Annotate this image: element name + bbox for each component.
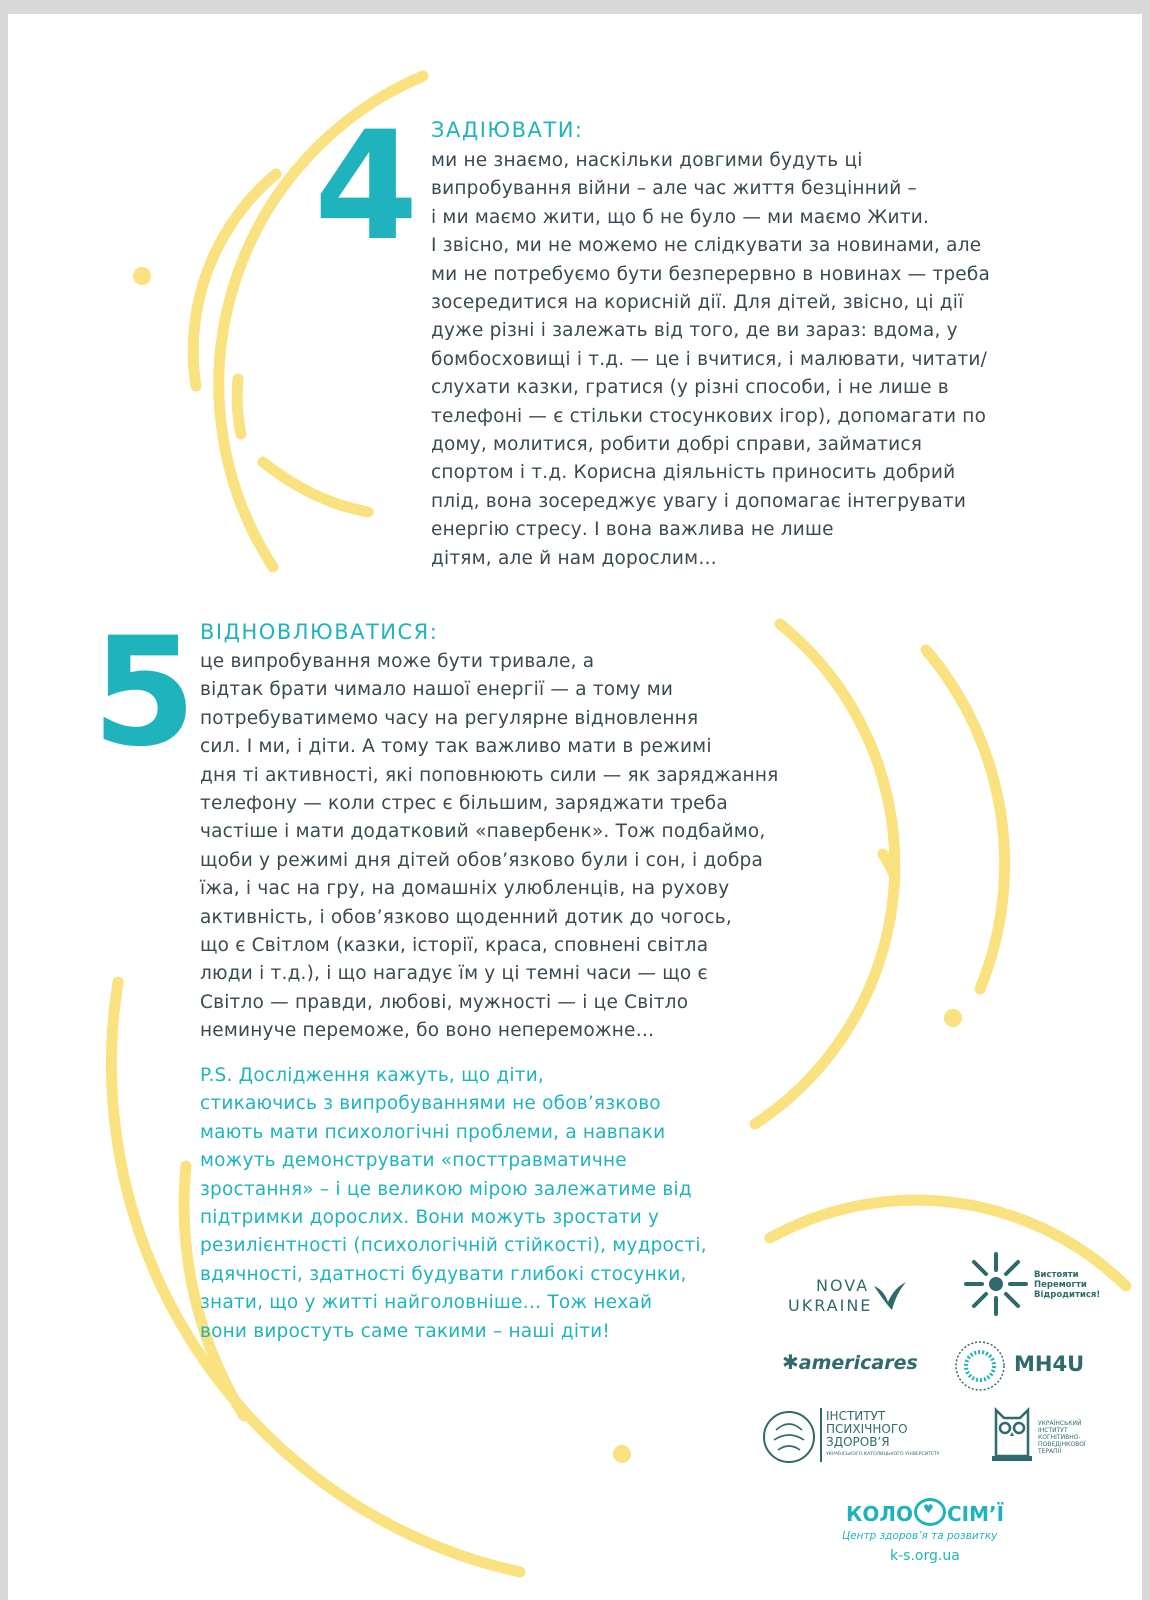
section-4-text: ми не знаємо, наскільки довгими будуть ці випробування війни – але час життя безцінний – і ми маємо жити, що б не було — ми маємо Жити. І звісно, ми не можемо не слідкувати за новинами, але ми не потребуємо бути безперервно в новинах — треба зосередитися на корисній дії. Для дітей, звісно, ці дії дуже різні і залежать від того, де ви зараз: вдома, у бомбосховищі і т.д. — це і вчитися, і малювати, читати/ слухати казки, гратися (у різні способи, і не лише в телефоні — є стільки стосункових ігор), допомагати по дому, молитися, робити добрі справи, займатися спортом і т.д. Корисна діяльність приносить добрий плід, вона зосереджує увагу і допомагає інтегрувати енергію стресу. І вона важлива не лише дітям, але й нам дорослим… bbox=[431, 150, 991, 569]
ps-text: P.S. Дослідження кажуть, що діти, стикаючись з випробуваннями не обов’язково мають мати психологічні проблеми, а навпаки можуть демонструвати «посттравматичне зростання» – і це великою мірою залежатиме від підтримки дорослих. Вони можуть зростати у резилієнтності (психологічній стійкості), мудрості, вдячності, здатності будувати глибокі стосунки, знати, що у житті найголовніше… Тож нехай вони виростуть саме такими – наші діти! bbox=[200, 1065, 707, 1342]
uikpt-line2: ІНСТИТУТ bbox=[1038, 1427, 1068, 1434]
vystoiaty-line3: Відродитися! bbox=[1034, 1290, 1101, 1300]
dot-bottom bbox=[613, 1445, 631, 1463]
uikpt-line4: ПОВЕДІНКОВОЇ bbox=[1038, 1441, 1086, 1448]
poster-page bbox=[8, 14, 1142, 1600]
nova-ukraine-logo bbox=[782, 1276, 932, 1326]
section-5-text: це випробування може бути тривале, а відтак брати чимало нашої енергії — а тому ми потребуватимемо часу на регулярне відновлення сил. І ми, і діти. А тому так важливо мати в режимі дня ті активності, які поповнюють сили — як заряджання телефону — коли стрес є більшим, заряджати треба частіше і мати додатковий «павербенк». Тож подбаймо, щоби у режимі дня дітей обов’язково були і сон, і добра їжа, і час на гру, на домашніх улюбленців, на рухову активність, і обов’язково щоденний дотик до чогось, що є Світлом (казки, історії, краса, сповнені світла люди і т.д.), і що нагадує їм у ці темні часи — що є Світло — правди, любові, мужності — і це Світло неминуче переможе, бо воно непереможне… bbox=[200, 651, 779, 1042]
vystoiaty-line1: Вистояти bbox=[1034, 1270, 1079, 1280]
bird-icon bbox=[870, 1276, 910, 1316]
nova-logo-line2: UKRAINE bbox=[788, 1296, 873, 1315]
nova-logo-line1: NOVA bbox=[816, 1276, 870, 1295]
mh4u-text: MH4U bbox=[1014, 1352, 1085, 1376]
arc-top-lower bbox=[263, 462, 368, 512]
section-4-heading: ЗАДІЮВАТИ: bbox=[431, 118, 584, 142]
owl-icon bbox=[990, 1406, 1034, 1464]
dot-left bbox=[133, 267, 151, 285]
americares-text: americares bbox=[798, 1352, 918, 1374]
kolo-left-text: КОЛО bbox=[846, 1502, 913, 1526]
institute-line3: ЗДОРОВ’Я bbox=[826, 1435, 890, 1449]
sunburst-icon bbox=[960, 1248, 1032, 1320]
kolo-simi-logo bbox=[840, 1498, 1040, 1588]
mh4u-logo bbox=[952, 1338, 1092, 1398]
dot-right bbox=[944, 1009, 962, 1027]
americares-logo bbox=[782, 1350, 918, 1374]
institute-line1: ІНСТИТУТ bbox=[826, 1409, 886, 1423]
americares-star-icon: ✱ bbox=[782, 1350, 799, 1374]
uikpt-line1: УКРАЇНСЬКИЙ bbox=[1038, 1420, 1082, 1427]
arc-top-inner bbox=[237, 379, 241, 434]
mh4u-circle-icon bbox=[952, 1338, 1008, 1394]
kolo-right-text: СІМ’Ї bbox=[946, 1502, 1005, 1526]
vystoiaty-line2: Перемогти bbox=[1034, 1280, 1087, 1290]
kolo-url: k-s.org.ua bbox=[890, 1548, 960, 1564]
section-5-heading: ВІДНОВЛЮВАТИСЯ: bbox=[200, 620, 439, 644]
uikpt-line3: КОГНІТИВНО- bbox=[1038, 1434, 1081, 1441]
uikpt-line5: ТЕРАПІЇ bbox=[1038, 1448, 1062, 1455]
institute-logo bbox=[760, 1408, 960, 1474]
heart-circle-icon: ♥ bbox=[914, 1498, 946, 1526]
institute-sub: УКРАЇНСЬКОГО КАТОЛИЦЬКОГО УНІВЕРСИТЕТУ bbox=[826, 1452, 940, 1457]
uikpt-logo bbox=[990, 1406, 1110, 1472]
section-5-number: 5 bbox=[92, 606, 197, 780]
institute-line2: ПСИХІЧНОГО bbox=[826, 1422, 908, 1436]
vystoiaty-logo bbox=[960, 1248, 1120, 1328]
arc-mid-outer bbox=[926, 650, 1005, 989]
section-4-number: 4 bbox=[314, 100, 419, 274]
kolo-tagline: Центр здоров’я та розвитку bbox=[842, 1530, 998, 1542]
brain-icon bbox=[760, 1408, 818, 1466]
